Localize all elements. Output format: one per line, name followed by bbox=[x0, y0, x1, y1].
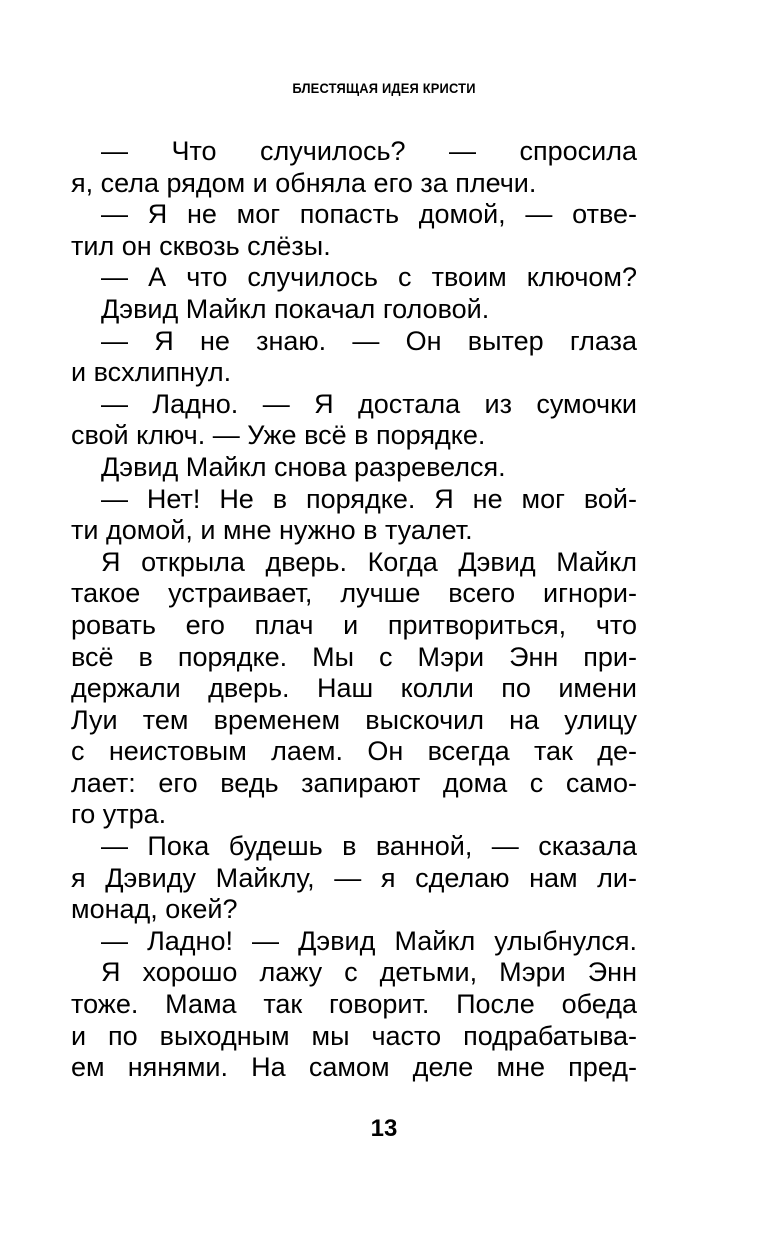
text-line: — А что случилось с твоим ключом? bbox=[101, 262, 637, 293]
text-line: — Что случилось? — спросила bbox=[101, 136, 637, 166]
text-line: — Пока будешь в ванной, — сказала bbox=[101, 831, 637, 862]
text-line: — Я не знаю. — Он вытер глаза bbox=[101, 325, 637, 356]
text-line: с неистовым лаем. Он всегда так де- bbox=[71, 736, 637, 767]
text-line: — Нет! Не в порядке. Я не мог вой- bbox=[101, 483, 637, 514]
body-text bbox=[71, 136, 637, 1084]
text-line: го утра. bbox=[71, 799, 167, 830]
page-number: 13 bbox=[370, 1115, 398, 1142]
text-line: я, села рядом и обняла его за плечи. bbox=[71, 167, 537, 198]
text-line: и по выходным мы часто подрабатыва- bbox=[71, 1020, 637, 1051]
text-line: — Я не мог попасть домой, — отве- bbox=[101, 199, 637, 230]
text-line: свой ключ. — Уже всё в порядке. bbox=[71, 420, 486, 451]
text-line: ем нянями. На самом деле мне пред- bbox=[71, 1052, 637, 1083]
text-line: тоже. Мама так говорит. После обеда bbox=[71, 989, 637, 1020]
text-line: Дэвид Майкл снова разревелся. bbox=[101, 451, 506, 482]
text-line: ровать его плач и притвориться, что bbox=[71, 609, 637, 640]
text-line: ти домой, и мне нужно в туалет. bbox=[71, 515, 473, 546]
text-line: — Ладно. — Я достала из сумочки bbox=[101, 388, 637, 419]
text-line: Я открыла дверь. Когда Дэвид Майкл bbox=[101, 546, 637, 577]
text-line: я Дэвиду Майклу, — я сделаю нам ли- bbox=[71, 862, 637, 893]
running-head: БЛЕСТЯЩАЯ ИДЕЯ КРИСТИ bbox=[292, 80, 476, 96]
text-line: такое устраивает, лучше всего игнори- bbox=[71, 578, 637, 609]
text-line: лает: его ведь запирают дома с само- bbox=[71, 767, 637, 798]
text-line: и всхлипнул. bbox=[71, 357, 232, 388]
text-line: монад, окей? bbox=[71, 894, 238, 925]
text-line: Дэвид Майкл покачал головой. bbox=[101, 293, 490, 324]
text-line: Я хорошо лажу с детьми, Мэри Энн bbox=[101, 957, 637, 988]
text-line: — Ладно! — Дэвид Майкл улыбнулся. bbox=[101, 925, 637, 956]
text-line: тил он сквозь слёзы. bbox=[71, 230, 331, 261]
text-line: Луи тем временем выскочил на улицу bbox=[71, 704, 637, 735]
text-line: всё в порядке. Мы с Мэри Энн при- bbox=[71, 641, 637, 672]
text-line: держали дверь. Наш колли по имени bbox=[71, 673, 637, 704]
